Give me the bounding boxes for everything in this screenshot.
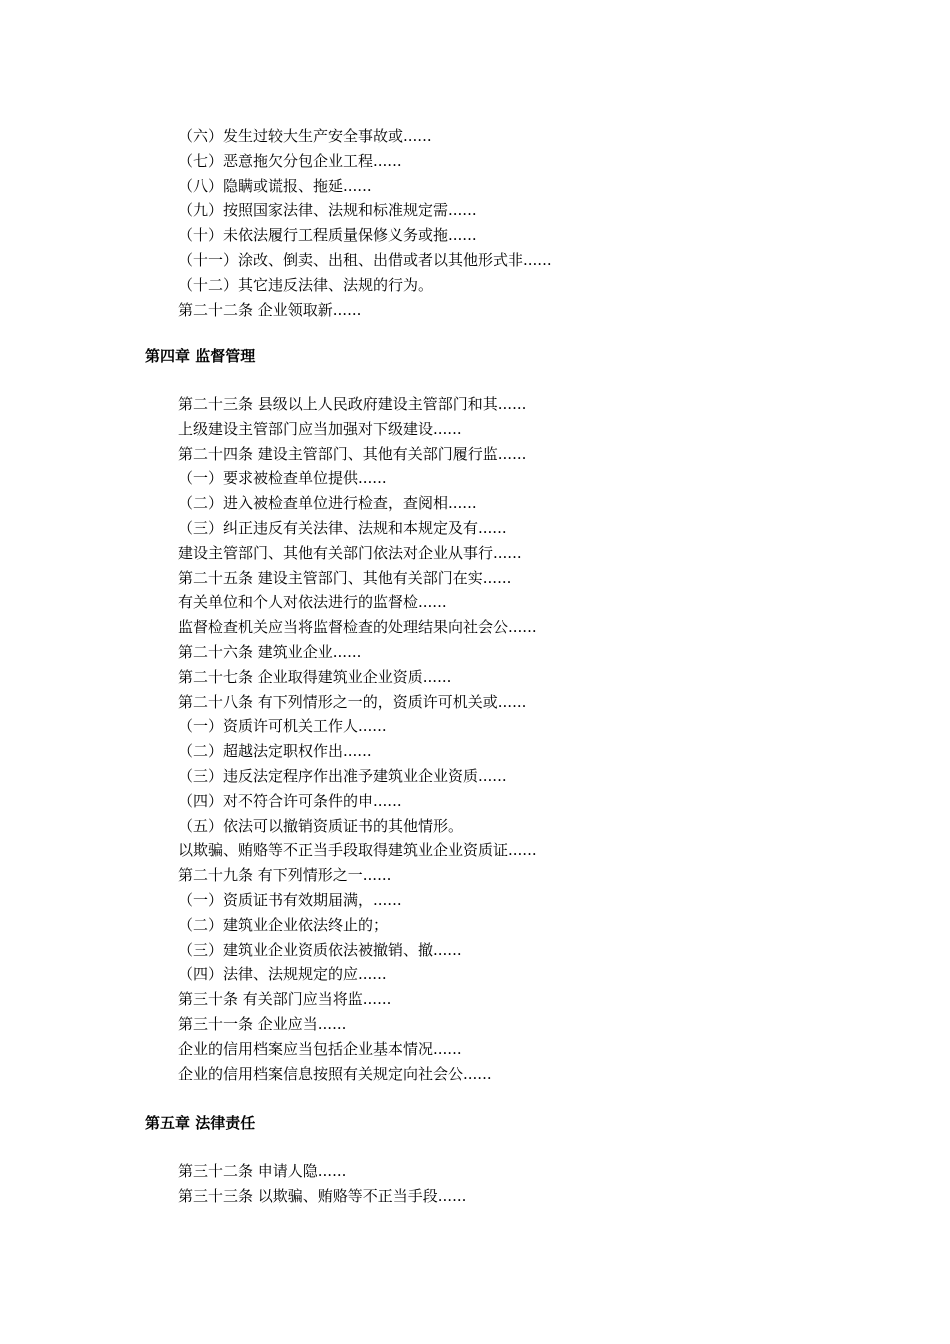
- text-line: （一）资质许可机关工作人......: [178, 717, 387, 736]
- text-line: （十一）涂改、倒卖、出租、出借或者以其他形式非......: [178, 250, 552, 269]
- text-line: 企业的信用档案信息按照有关规定向社会公......: [178, 1064, 492, 1083]
- text-line: 第三十一条 企业应当......: [178, 1014, 347, 1033]
- text-line: 上级建设主管部门应当加强对下级建设......: [178, 419, 462, 438]
- text-line: 第二十六条 建筑业企业......: [178, 642, 362, 661]
- text-line: 有关单位和个人对依法进行的监督检......: [178, 593, 447, 612]
- text-line: 第二十二条 企业领取新......: [178, 300, 362, 319]
- text-line: （二）超越法定职权作出......: [178, 742, 372, 761]
- text-line: 第二十四条 建设主管部门、其他有关部门履行监......: [178, 444, 527, 463]
- text-line: （四）对不符合许可条件的申......: [178, 791, 402, 810]
- text-line: （三）纠正违反有关法律、法规和本规定及有......: [178, 518, 507, 537]
- text-line: 第三十三条 以欺骗、贿赂等不正当手段......: [178, 1186, 467, 1205]
- text-line: 第二十八条 有下列情形之一的，资质许可机关或......: [178, 692, 527, 711]
- text-line: （六）发生过较大生产安全事故或......: [178, 127, 432, 145]
- section-continuation: [0, 124, 950, 322]
- text-line: 第三十二条 申请人隐......: [178, 1162, 347, 1180]
- text-line: 企业的信用档案应当包括企业基本情况......: [178, 1039, 462, 1058]
- text-line: （四）法律、法规规定的应......: [178, 965, 387, 984]
- text-line: 第二十五条 建设主管部门、其他有关部门在实......: [178, 568, 512, 587]
- chapter-5-heading: 第五章 法律责任: [145, 1114, 256, 1132]
- text-line: （七）恶意拖欠分包企业工程......: [178, 151, 402, 170]
- text-line: 第三十条 有关部门应当将监......: [178, 990, 392, 1009]
- text-line: （八）隐瞒或谎报、拖延......: [178, 176, 372, 195]
- text-line: 第二十三条 县级以上人民政府建设主管部门和其......: [178, 395, 527, 413]
- text-line: （十二）其它违反法律、法规的行为。: [178, 275, 434, 294]
- chapter-4-body: [0, 392, 950, 1086]
- text-line: （一）资质证书有效期届满，......: [178, 890, 402, 909]
- text-line: 第二十九条 有下列情形之一......: [178, 866, 392, 885]
- chapter-4-heading: 第四章 监督管理: [145, 347, 256, 365]
- text-line: 以欺骗、贿赂等不正当手段取得建筑业企业资质证......: [178, 841, 537, 860]
- text-line: （二）建筑业企业依法终止的；: [178, 915, 389, 934]
- text-line: 第二十七条 企业取得建筑业企业资质......: [178, 667, 452, 686]
- text-line: 监督检查机关应当将监督检查的处理结果向社会公......: [178, 618, 537, 637]
- text-line: （二）进入被检查单位进行检查，查阅相......: [178, 494, 477, 513]
- text-line: （三）建筑业企业资质依法被撤销、撤......: [178, 940, 462, 959]
- text-line: 建设主管部门、其他有关部门依法对企业从事行......: [178, 543, 522, 562]
- text-line: （十）未依法履行工程质量保修义务或拖......: [178, 226, 477, 245]
- text-line: （九）按照国家法律、法规和标准规定需......: [178, 201, 477, 220]
- text-line: （三）违反法定程序作出准予建筑业企业资质......: [178, 766, 507, 785]
- text-line: （一）要求被检查单位提供......: [178, 469, 387, 488]
- text-line: （五）依法可以撤销资质证书的其他情形。: [178, 816, 464, 835]
- chapter-5-body: [0, 1159, 950, 1209]
